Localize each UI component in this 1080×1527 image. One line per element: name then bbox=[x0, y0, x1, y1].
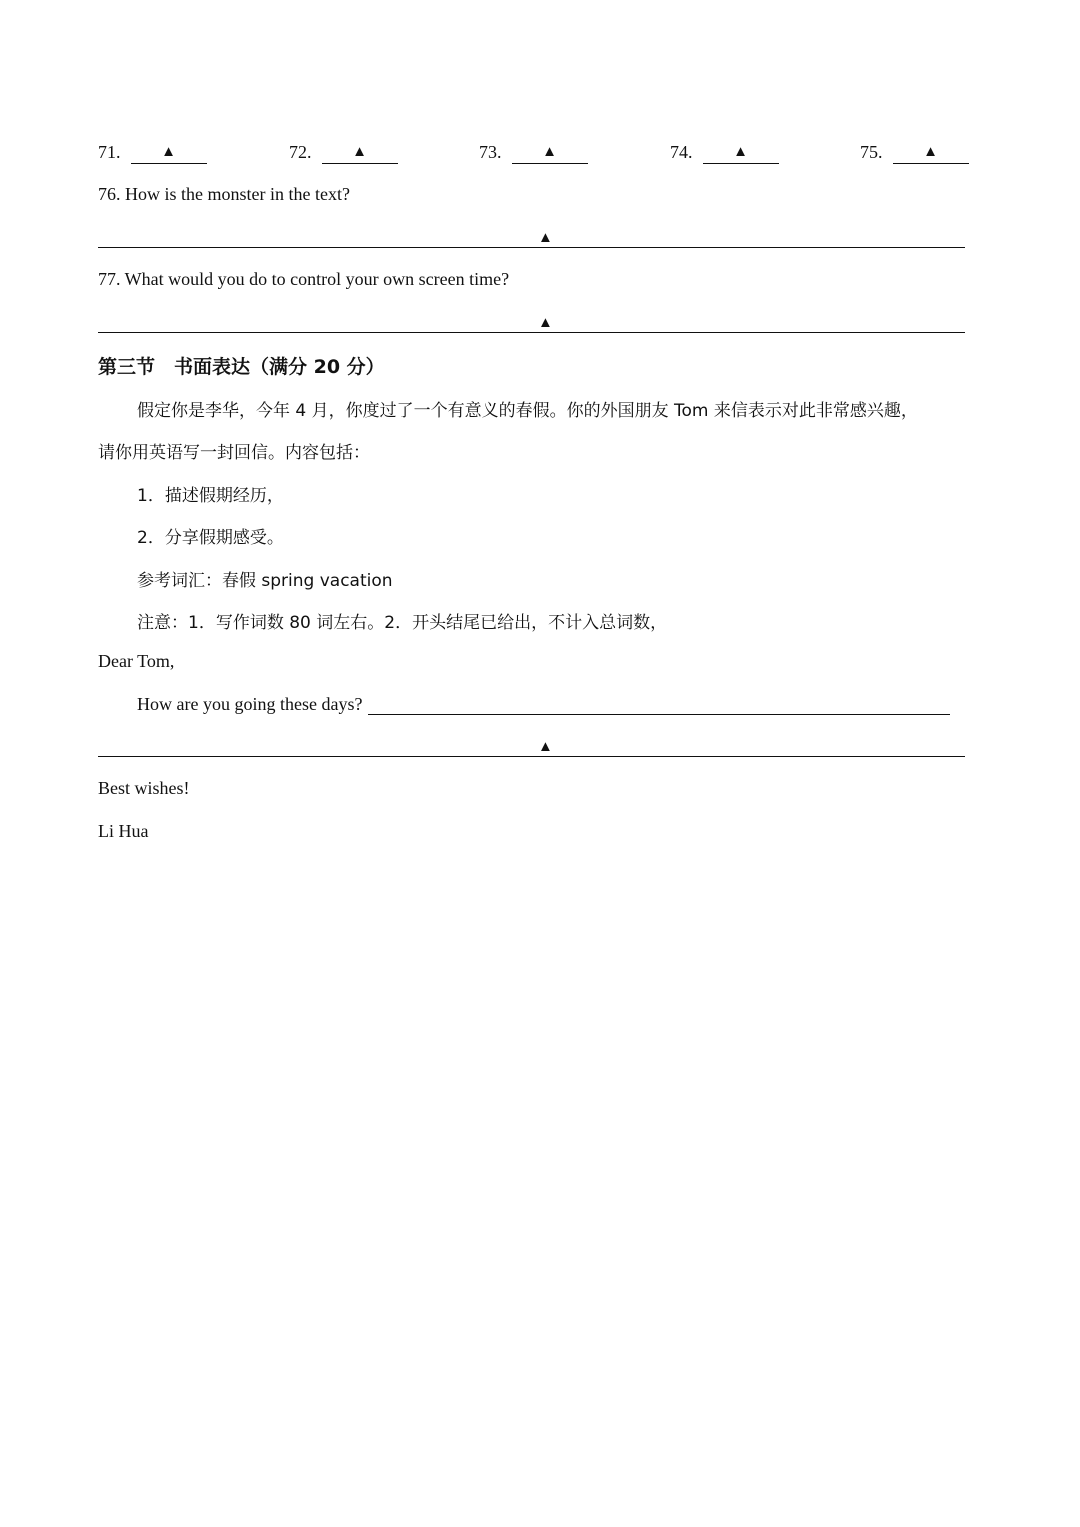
question-77: 77. What would you do to control your own screen time? bbox=[98, 269, 510, 289]
letter-opening-row bbox=[137, 694, 950, 715]
content-item-1: 1．描述假期经历， bbox=[137, 486, 284, 506]
letter-signature: Li Hua bbox=[98, 821, 149, 841]
blank-number: 72. bbox=[289, 142, 312, 162]
answer-blanks-row bbox=[0, 140, 1080, 166]
blank-number: 71. bbox=[98, 142, 121, 162]
triangle-icon: ▲ bbox=[538, 739, 553, 755]
blank-74[interactable] bbox=[670, 140, 779, 164]
blank-number: 75. bbox=[860, 142, 883, 162]
letter-greeting: Dear Tom, bbox=[98, 651, 175, 671]
triangle-icon: ▲ bbox=[538, 315, 553, 331]
blank-73[interactable] bbox=[479, 140, 588, 164]
triangle-icon: ▲ bbox=[131, 141, 207, 164]
letter-closing: Best wishes! bbox=[98, 778, 190, 798]
letter-body-line[interactable] bbox=[98, 736, 965, 757]
blank-number: 73. bbox=[479, 142, 502, 162]
blank-75[interactable] bbox=[860, 140, 969, 164]
section-heading: 第三节 书面表达（满分 20 分） bbox=[98, 356, 385, 378]
content-item-2: 2．分享假期感受。 bbox=[137, 528, 284, 548]
writing-note: 注意：1．写作词数 80 词左右。2．开头结尾已给出，不计入总词数， bbox=[137, 613, 668, 633]
letter-opening: How are you going these days? bbox=[137, 694, 363, 714]
blank-72[interactable] bbox=[289, 140, 398, 164]
question-76: 76. How is the monster in the text? bbox=[98, 184, 350, 204]
letter-first-line[interactable] bbox=[368, 698, 950, 715]
triangle-icon: ▲ bbox=[893, 141, 969, 164]
answer-line-77[interactable] bbox=[98, 312, 965, 333]
vocabulary-hint: 参考词汇：春假 spring vacation bbox=[137, 571, 393, 591]
prompt-line-2: 请你用英语写一封回信。内容包括： bbox=[98, 443, 370, 463]
prompt-line-1: 假定你是李华，今年 4 月，你度过了一个有意义的春假。你的外国朋友 Tom 来信表示对此非常感兴趣， bbox=[137, 401, 918, 421]
blank-71[interactable] bbox=[98, 140, 207, 164]
triangle-icon: ▲ bbox=[512, 141, 588, 164]
triangle-icon: ▲ bbox=[322, 141, 398, 164]
blank-number: 74. bbox=[670, 142, 693, 162]
triangle-icon: ▲ bbox=[703, 141, 779, 164]
triangle-icon: ▲ bbox=[538, 230, 553, 246]
answer-line-76[interactable] bbox=[98, 227, 965, 248]
